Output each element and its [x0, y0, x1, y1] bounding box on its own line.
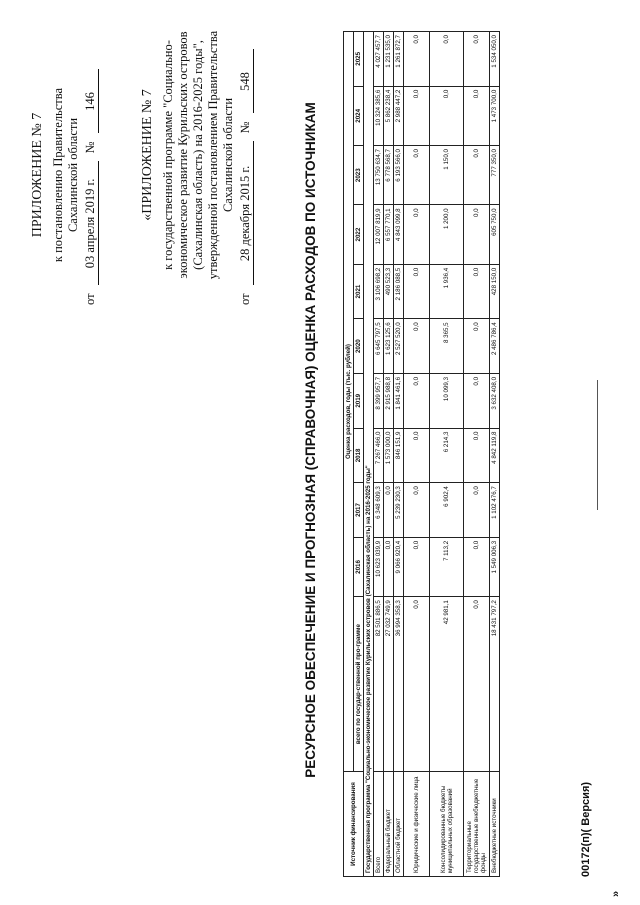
- total-cell: 0,0: [404, 597, 430, 772]
- total-cell: 0,0: [464, 597, 490, 772]
- table-row: [374, 32, 384, 877]
- value-cell: 9 066 920,4: [394, 537, 404, 596]
- value-cell: 13 750 634,7: [374, 146, 384, 205]
- value-cell: 1 231 535,0: [384, 32, 394, 87]
- value-cell: 6 902,4: [430, 483, 464, 538]
- appendix-signature-line: [238, 5, 254, 305]
- value-cell: 10 099,3: [430, 373, 464, 428]
- value-cell: 0,0: [404, 483, 430, 538]
- value-cell: 0,0: [384, 537, 394, 596]
- value-cell: 0,0: [464, 428, 490, 483]
- header-year: 2023: [354, 146, 364, 205]
- value-cell: 0,0: [404, 264, 430, 319]
- value-cell: 0,0: [404, 537, 430, 596]
- value-cell: 0,0: [464, 537, 490, 596]
- from-label: от: [238, 293, 252, 305]
- value-cell: 2 486 786,4: [490, 319, 500, 374]
- value-cell: 4 842 119,8: [490, 428, 500, 483]
- appendix-header-program: [140, 5, 254, 305]
- value-cell: 8 365,5: [430, 319, 464, 374]
- value-cell: 1 623 125,6: [384, 319, 394, 374]
- value-cell: 8 399 957,7: [374, 373, 384, 428]
- value-cell: 0,0: [464, 205, 490, 264]
- value-cell: 7 267 466,0: [374, 428, 384, 483]
- closing-quote-mark: »: [610, 890, 622, 897]
- value-cell: 5 239 230,3: [394, 483, 404, 538]
- header-total: всего по государ-ственной про-грамме: [354, 597, 364, 772]
- value-cell: 6 778 568,7: [384, 146, 394, 205]
- table-row: [384, 32, 394, 877]
- value-cell: 605 750,0: [490, 205, 500, 264]
- appendix-line: утвержденной постановлением Правительства: [206, 30, 220, 280]
- table-row: [490, 32, 500, 877]
- table-row: [464, 32, 490, 877]
- number-sign: №: [83, 141, 97, 154]
- appendix-number: 548: [238, 50, 254, 114]
- appendix-title: ПРИЛОЖЕНИЕ № 7: [30, 112, 45, 238]
- value-cell: 0,0: [464, 32, 490, 87]
- value-cell: 0,0: [464, 86, 490, 145]
- table-row: [430, 32, 464, 877]
- total-cell: 82 501 886,5: [374, 597, 384, 772]
- value-cell: 0,0: [464, 319, 490, 374]
- header-year: 2021: [354, 264, 364, 319]
- header-year: 2024: [354, 86, 364, 145]
- value-cell: 0,0: [404, 86, 430, 145]
- value-cell: 0,0: [404, 205, 430, 264]
- total-cell: 36 994 358,3: [394, 597, 404, 772]
- value-cell: 6 557 770,1: [384, 205, 394, 264]
- appendix-date: 03 апреля 2019 г.: [83, 161, 99, 285]
- value-cell: 6 645 797,5: [374, 319, 384, 374]
- document-footer-code: 00172(п)( Версия): [580, 781, 592, 877]
- value-cell: 0,0: [404, 428, 430, 483]
- value-cell: 846 151,9: [394, 428, 404, 483]
- header-year: 2018: [354, 428, 364, 483]
- document-title: РЕСУРСНОЕ ОБЕСПЕЧЕНИЕ И ПРОГНОЗНАЯ (СПРАВОЧНАЯ) ОЦЕНКА РАСХОДОВ ПО ИСТОЧНИКАМ: [303, 102, 318, 778]
- header-source: Источник финансирования: [344, 772, 364, 877]
- total-cell: 27 032 749,9: [384, 597, 394, 772]
- from-label: от: [83, 293, 97, 305]
- table-row: [404, 32, 430, 877]
- value-cell: 0,0: [464, 264, 490, 319]
- appendix-number: 146: [83, 70, 99, 134]
- appendix-line: Сахалинской области: [66, 117, 80, 233]
- appendix-line: экономическое развитие Курильских островов: [176, 31, 190, 279]
- value-cell: 3 632 408,0: [490, 373, 500, 428]
- value-cell: 0,0: [404, 319, 430, 374]
- value-cell: 1 473 700,0: [490, 86, 500, 145]
- value-cell: 6 214,3: [430, 428, 464, 483]
- value-cell: 0,0: [430, 86, 464, 145]
- appendix-line: (Сахалинская область) на 2016-2025 годы",: [191, 40, 205, 270]
- value-cell: 0,0: [404, 32, 430, 87]
- value-cell: 1 200,0: [430, 205, 464, 264]
- value-cell: 0,0: [384, 483, 394, 538]
- value-cell: 0,0: [464, 483, 490, 538]
- value-cell: 1 534 050,0: [490, 32, 500, 87]
- total-cell: 42 981,1: [430, 597, 464, 772]
- header-year: 2022: [354, 205, 364, 264]
- value-cell: 2 186 088,5: [394, 264, 404, 319]
- value-cell: 12 007 819,9: [374, 205, 384, 264]
- source-cell: Всего: [374, 772, 384, 877]
- divider-line: [597, 380, 598, 510]
- value-cell: 1 573 000,0: [384, 428, 394, 483]
- value-cell: 6 348 609,3: [374, 483, 384, 538]
- value-cell: 1 841 461,6: [394, 373, 404, 428]
- appendix-title: «ПРИЛОЖЕНИЕ № 7: [140, 89, 155, 221]
- value-cell: 0,0: [464, 373, 490, 428]
- source-cell: Юридические и физические лица: [404, 772, 430, 877]
- value-cell: 2 915 988,8: [384, 373, 394, 428]
- value-cell: 4 027 457,7: [374, 32, 384, 87]
- appendix-line: к постановлению Правительства: [51, 87, 65, 263]
- funding-table: [343, 31, 500, 877]
- header-year: 2016: [354, 537, 364, 596]
- value-cell: 0,0: [430, 32, 464, 87]
- source-cell: Областной бюджет: [394, 772, 404, 877]
- source-cell: Федеральный бюджет: [384, 772, 394, 877]
- table-row: [394, 32, 404, 877]
- appendix-header-primary: [30, 45, 99, 305]
- header-year: 2020: [354, 319, 364, 374]
- value-cell: 2 527 520,0: [394, 319, 404, 374]
- value-cell: 777 350,0: [490, 146, 500, 205]
- header-estimate: Оценка расходов, годы (тыс. рублей): [344, 32, 354, 772]
- value-cell: 0,0: [464, 146, 490, 205]
- header-year: 2017: [354, 483, 364, 538]
- value-cell: 490 523,3: [384, 264, 394, 319]
- total-cell: 18 431 797,2: [490, 597, 500, 772]
- value-cell: 1 150,0: [430, 146, 464, 205]
- value-cell: 2 988 447,2: [394, 86, 404, 145]
- value-cell: 10 623 039,9: [374, 537, 384, 596]
- appendix-line: Сахалинской области: [221, 97, 235, 213]
- value-cell: 1 936,4: [430, 264, 464, 319]
- appendix-signature-line: [83, 45, 99, 305]
- value-cell: 7 113,2: [430, 537, 464, 596]
- program-title-row: Государственная программа "Социально-экономическое развитие Курильских островов (Сахалинская область) на 2016-2025 годы": [364, 32, 374, 877]
- value-cell: 0,0: [404, 146, 430, 205]
- value-cell: 0,0: [404, 373, 430, 428]
- value-cell: 1 549 006,3: [490, 537, 500, 596]
- header-year: 2025: [354, 32, 364, 87]
- source-cell: Внебюджетные источники: [490, 772, 500, 877]
- value-cell: 3 106 698,2: [374, 264, 384, 319]
- source-cell: Территориальные государственные внебюджетные фонды: [464, 772, 490, 877]
- value-cell: 10 324 385,6: [374, 86, 384, 145]
- appendix-line: к государственной программе "Социально-: [161, 40, 175, 270]
- value-cell: 1 102 476,7: [490, 483, 500, 538]
- number-sign: №: [238, 121, 252, 134]
- source-cell: Консолидированные бюджеты муниципальных образований: [430, 772, 464, 877]
- header-year: 2019: [354, 373, 364, 428]
- value-cell: 428 150,0: [490, 264, 500, 319]
- value-cell: 1 261 872,7: [394, 32, 404, 87]
- value-cell: 6 193 566,0: [394, 146, 404, 205]
- appendix-date: 28 декабря 2015 г.: [238, 141, 254, 285]
- value-cell: 4 843 099,8: [394, 205, 404, 264]
- value-cell: 5 862 238,4: [384, 86, 394, 145]
